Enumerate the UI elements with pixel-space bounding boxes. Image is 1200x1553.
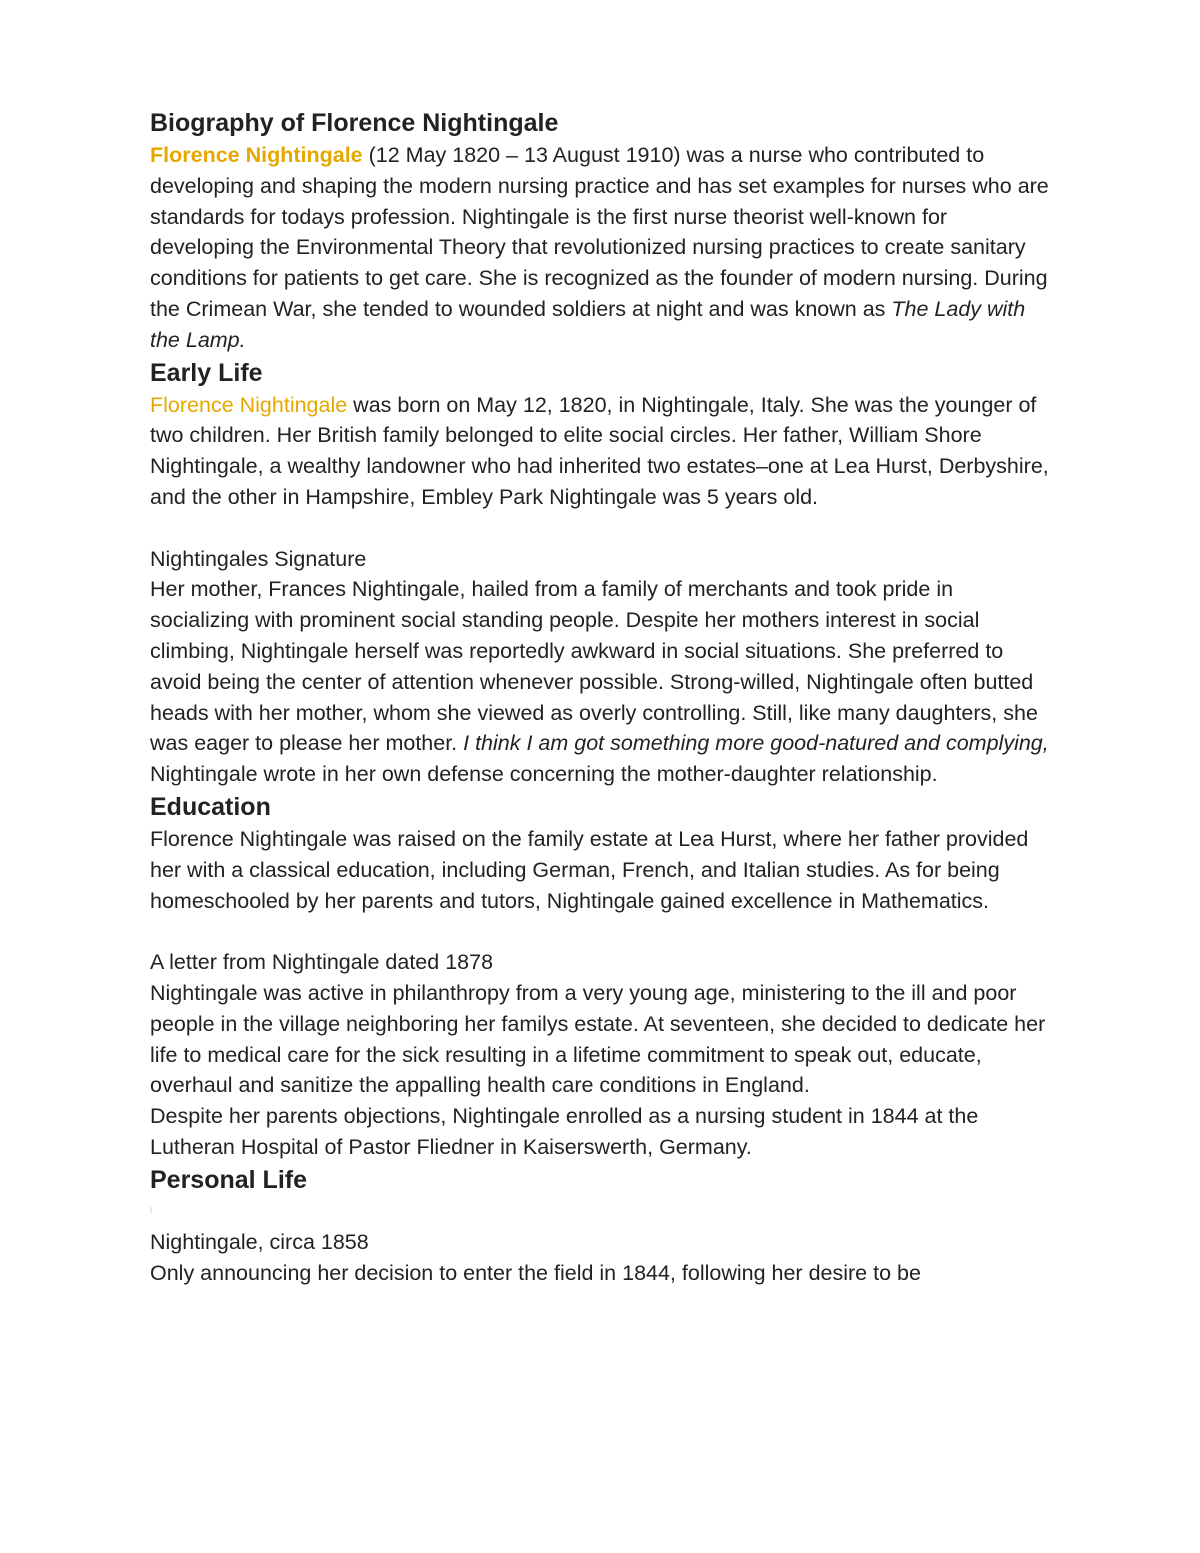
personal-life-heading: Personal Life (150, 1165, 307, 1194)
florence-nightingale-link[interactable]: Florence Nightingale (150, 143, 363, 167)
early-life-text-3: Nightingale wrote in her own defense concerning the mother-daughter relationship. (150, 762, 938, 787)
spacer (150, 513, 1055, 544)
spacer (150, 916, 1055, 947)
early-life-text-2: Her mother, Frances Nightingale, hailed from a family of merchants and took pride in socializing with prominent social standing people. Despite her mothers interest in social climbing, Nightingale herself was reportedly awkward in social situations. She preferred to avoid being the center of attention whenever possible. Strong-willed, Nightingale often butted heads with her mother, whom she viewed as overly controlling. Still, like many daughters, she was eager to please her mother. (150, 577, 1038, 756)
document-page (150, 106, 1055, 1288)
letter-caption: A letter from Nightingale dated 1878 (150, 950, 494, 975)
early-life-paragraph-2 (150, 574, 1055, 790)
education-paragraph-2: Nightingale was active in philanthropy from a very young age, ministering to the ill and poor people in the village neighboring her familys estate. At seventeen, she decided to dedicate her life to medical care for the sick resulting in a lifetime commitment to speak out, educate, overhaul and sanitize the appalling health care conditions in England. (150, 980, 1046, 1098)
education-paragraph-3: Despite her parents objections, Nightingale enrolled as a nursing student in 1844 at the Lutheran Hospital of Pastor Fliedner in Kaiserswerth, Germany. (150, 1104, 979, 1159)
early-life-heading: Early Life (150, 358, 263, 387)
intro-text: (12 May 1820 – 13 August 1910) was a nurse who contributed to developing and shaping the modern nursing practice and has set examples for nurses who are standards for todays profession. Nightingale is the first nurse theorist well-known for developing the Environmental Theory that revolutionized nursing practices to create sanitary conditions for patients to get care. She is recognized as the founder of modern nursing. During the Crimean War, she tended to wounded soldiers at night and was known as (150, 143, 1049, 321)
signature-caption: Nightingales Signature (150, 546, 367, 571)
image-placeholder-mark (150, 1197, 1055, 1227)
early-life-text-1: was born on May 12, 1820, in Nightingale, Italy. She was the younger of two children. Her British family belonged to elite social circles. Her father, William Shore Nightingale, a wealthy landowner who had inherited two estates–one at Lea Hurst, Derbyshire, and the other in Hampshire, Embley Park Nightingale was 5 years old. (150, 392, 1049, 509)
early-life-quote: I think I am got something more good-natured and complying, (463, 731, 1049, 756)
intro-italic: The Lady with the Lamp. (150, 296, 1026, 352)
education-heading: Education (150, 792, 271, 821)
page-title: Biography of Florence Nightingale (150, 109, 559, 137)
personal-life-paragraph-1: Only announcing her decision to enter the field in 1844, following her desire to be (150, 1260, 921, 1285)
intro-paragraph (150, 140, 1055, 356)
florence-nightingale-link-2[interactable]: Florence Nightingale (150, 392, 348, 417)
portrait-caption: Nightingale, circa 1858 (150, 1229, 369, 1254)
education-paragraph-1: Florence Nightingale was raised on the family estate at Lea Hurst, where her father provided her with a classical education, including German, French, and Italian studies. As for being homeschooled by her parents and tutors, Nightingale gained excellence in Mathematics. (150, 826, 1029, 913)
early-life-paragraph-1 (150, 390, 1055, 513)
